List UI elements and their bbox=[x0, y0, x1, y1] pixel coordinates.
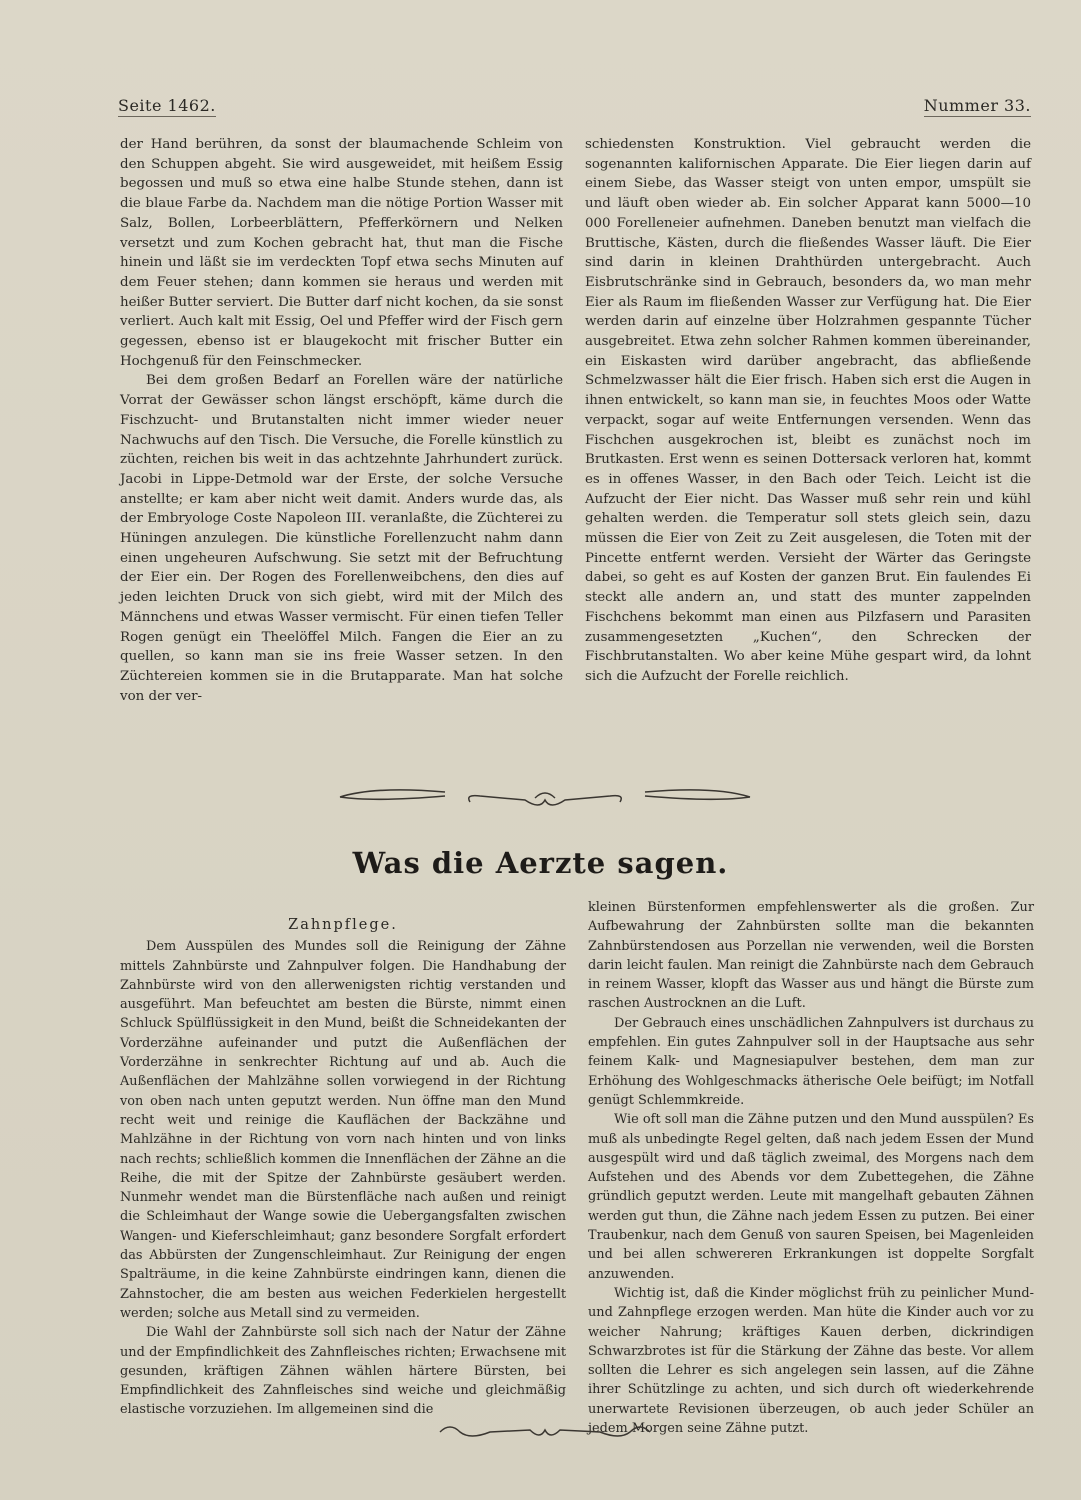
column-3 bbox=[120, 916, 566, 1420]
paragraph: der Hand berühren, da sonst der blaumachende Schleim von den Schuppen abgeht. Sie wird ausgeweidet, mit heißem Essig begossen und muß so etwa eine halbe Stunde stehen, dann ist die blaue Farbe da. Nachdem man die nötige Portion Wasser mit Salz, Bollen, Lorbeerblättern, Pfefferkörnern und Nelken versetzt und zum Kochen gebracht hat, thut man die Fische hinein und läßt sie im verdeckten Topf etwa sechs Minuten auf dem Feuer stehen; dann kommen sie heraus und werden mit heißer Butter serviert. Die Butter darf nicht kochen, da sie sonst verliert. Auch kalt mit Essig, Oel und Pfeffer wird der Fisch gern gegessen, ebenso ist er blaugekocht mit frischer Butter ein Hochgenuß für den Feinschmecker. bbox=[120, 137, 563, 369]
paragraph: schiedensten Konstruktion. Viel gebraucht werden die sogenannten kalifornischen Apparate. Die Eier liegen darin auf einem Siebe, das Wasser steigt von unten empor, umspült sie und läuft oben wieder ab. Ein solcher Apparat kann 5000—10 000 Forelleneier aufnehmen. Daneben benutzt man vielfach die Bruttische, Kästen, durch die fließendes Wasser läuft. Die Eier sind darin in kleinen Drahthürden untergebracht. Auch Eisbrutschränke sind in Gebrauch, besonders da, wo man mehr Eier als Raum im fließenden Wasser zur Verfügung hat. Die Eier werden darin auf einzelne über Holzrahmen gespannte Tücher ausgebreitet. Etwa zehn solcher Rahmen kommen übereinander, ein Eiskasten wird darüber angebracht, das abfließende Schmelzwasser hält die Eier frisch. Haben sich erst die Augen in ihnen entwickelt, so kann man sie, in feuchtes Moos oder Watte verpackt, sogar auf weite Entfernungen versenden. Wenn das Fischchen ausgekrochen ist, bleibt es zunächst noch im Brutkasten. Erst wenn es seinen Dottersack verloren hat, kommt es in offenes Wasser, in den Bach oder Teich. Leicht ist die Aufzucht der Eier nicht. Das Wasser muß sehr rein und kühl gehalten werden. die Temperatur soll stets gleich sein, dazu müssen die Eier von Zeit zu Zeit ausgelesen, die Toten mit der Pincette entfernt werden. Versieht der Wärter das Geringste dabei, so geht es auf Kosten der ganzen Brut. Ein faulendes Ei steckt alle andern an, und statt des munter zappelnden Fischchens bekommt man einen aus Pilzfasern und Parasiten zusammengesetzten „Kuchen“, den Schrecken der Fischbrutanstalten. Wo aber keine Mühe gespart wird, da lohnt sich die Aufzucht der Forelle reichlich. bbox=[585, 137, 1031, 684]
paragraph: Dem Ausspülen des Mundes soll die Reinigung der Zähne mittels Zahnbürste und Zahnpulver folgen. Die Handhabung der Zahnbürste wird von den allerwenigsten richtig verstanden und ausgeführt. Man befeuchtet am besten die Bürste, nimmt einen Schluck Spülflüssigkeit in den Mund, beißt die Schneidekanten der Vorderzähne aufeinander und putzt die Außenflächen der Vorderzähne in senkrechter Richtung auf und ab. Auch die Außenflächen der Mahlzähne sollen vorwiegend in der Richtung von oben nach unten geputzt werden. Nun öffne man den Mund recht weit und reinige die Kauflächen der Backzähne und Mahlzähne in der Richtung von vorn nach hinten und von links nach rechts; schließlich kommen die Innenflächen der Zähne an die Reihe, die mit der Spitze der Zahnbürste gesäubert werden. Nunmehr wendet man die Bürstenfläche nach außen und reinigt die Schleimhaut der Wange sowie die Uebergangsfalten zwischen Wangen- und Kieferschleimhaut; ganz besondere Sorgfalt erfordert das Abbürsten der Zungenschleimhaut. Zur Reinigung der engen Spalträume, in die keine Zahnbürste eindringen kann, dienen die Zahnstocher, die am besten aus weichen Federkielen hergestellt werden; solche aus Metall sind zu vermeiden. bbox=[120, 939, 566, 1321]
paragraph: Der Gebrauch eines unschädlichen Zahnpulvers ist durchaus zu empfehlen. Ein gutes Zahnpulver soll in der Hauptsache aus sehr feinem Kalk- und Magnesiapulver bestehen, dem man zur Erhöhung des Wohlgeschmacks ätherische Oele beifügt; im Notfall genügt Schlemmkreide. bbox=[588, 1015, 1034, 1108]
paragraph: kleinen Bürstenformen empfehlenswerter als die großen. Zur Aufbewahrung der Zahnbürsten sollte man die bekannten Zahnbürstendosen aus Porzellan nie verwenden, weil die Borsten darin leicht faulen. Man reinigt die Zahnbürste nach dem Gebrauch in reinem Wasser, klopft das Wasser aus und hängt die Bürste zum raschen Austrocknen an die Luft. bbox=[588, 900, 1034, 1012]
article-title: Was die Aerzte sagen. bbox=[352, 846, 729, 880]
article-subtitle: Zahnpflege. bbox=[288, 917, 398, 933]
paragraph: Bei dem großen Bedarf an Forellen wäre der natürliche Vorrat der Gewässer schon längst erschöpft, käme durch die Fischzucht- und Brutanstalten nicht immer wieder neuer Nachwuchs auf den Tisch. Die Versuche, die Forelle künstlich zu züchten, reichen bis weit in das achtzehnte Jahrhundert zurück. Jacobi in Lippe-Detmold war der Erste, der solche Versuche anstellte; er kam aber nicht weit damit. Anders wurde das, als der Embryologe Coste Napoleon III. veranlaßte, die Züchterei zu Hüningen anzulegen. Die künstliche Forellenzucht nahm dann einen ungeheuren Aufschwung. Sie setzt mit der Befruchtung der Eier ein. Der Rogen des Forellenweibchens, den dies auf jeden leichten Druck von sich giebt, wird mit der Milch des Männchens und etwas Wasser vermischt. Für einen tiefen Teller Rogen genügt ein Theelöffel Milch. Fangen die Eier an zu quellen, so kann man sie ins freie Wasser setzen. In den Züchtereien kommen sie in die Brutapparate. Man hat solche von der ver- bbox=[120, 373, 563, 704]
ornament-divider-icon bbox=[335, 780, 755, 814]
page-header bbox=[118, 96, 1031, 122]
paragraph: Wichtig ist, daß die Kinder möglichst früh zu peinlicher Mund- und Zahnpflege erzogen werden. Man hüte die Kinder auch vor zu weicher Nahrung; kräftiges Kauen derben, dickrindigen Schwarzbrotes ist für die Stärkung der Zähne das beste. Vor allem sollten die Lehrer es sich angelegen sein lassen, auf die Zähne ihrer Schützlinge zu achten, und sich durch oft wiederkehrende unerwartete Revisionen überzeugen, ob auch jeder Schüler an jedem Morgen seine Zähne putzt. bbox=[588, 1285, 1034, 1437]
paragraph: Die Wahl der Zahnbürste soll sich nach der Natur der Zähne und der Empfindlichkeit des Zahnfleisches richten; Erwachsene mit gesunden, kräftigen Zähnen wählen härtere Bürsten, bei Empfindlichkeit des Zahnfleisches sind weiche und gleichmäßig elastische vorzuziehen. Im allgemeinen sind die bbox=[120, 1325, 566, 1418]
issue-number: Nummer 33. bbox=[923, 96, 1031, 115]
column-1 bbox=[120, 135, 563, 706]
paragraph: Wie oft soll man die Zähne putzen und den Mund ausspülen? Es muß als unbedingte Regel gelten, daß nach jedem Essen der Mund ausgespült wird und daß täglich zweimal, des Morgens nach dem Aufstehen und des Abends vor dem Zubettegehen, die Zähne gründlich geputzt werden. Leute mit mangelhaft gebauten Zähnen werden gut thun, die Zähne nach jedem Essen zu putzen. Bei einer Traubenkur, nach dem Genuß von sauren Speisen, bei Magenleiden und bei allen schwereren Erkrankungen ist doppelte Sorgfalt anzuwenden. bbox=[588, 1112, 1034, 1282]
column-4 bbox=[588, 898, 1034, 1438]
page-number: Seite 1462. bbox=[118, 96, 216, 115]
column-2 bbox=[585, 135, 1031, 687]
end-ornament-icon bbox=[430, 1418, 660, 1446]
